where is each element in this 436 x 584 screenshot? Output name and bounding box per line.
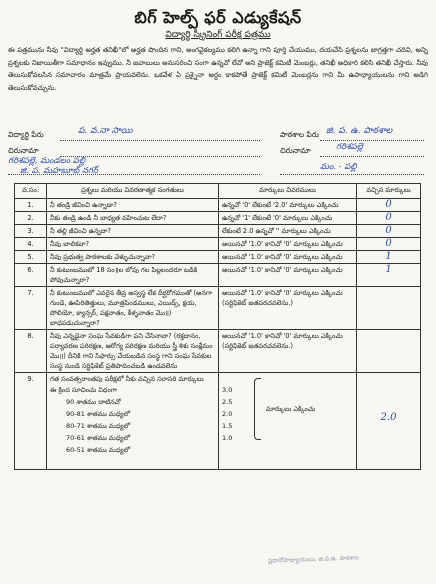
table-row (15, 287, 421, 330)
scale-range: 70-61 శాతము మధ్యలో (66, 434, 131, 442)
row-number: 1. (15, 199, 47, 212)
form-title: బిగ్ హెల్ప్ ఫర్ ఎడ్యుకేషన్ (134, 8, 302, 27)
school-address-label: చిరునామా (280, 146, 311, 155)
row-marks-rule: ఉన్నచో '0' లేకుంటే '2.0' మార్కులు ఎక్కించు (219, 199, 357, 212)
row-question: నీకు తండ్రి ఉండి నీ బాధ్యత వహించుట లేదా? (47, 212, 219, 225)
row-question-grade (47, 373, 219, 470)
score-scale (222, 374, 353, 468)
row-marks-rule: ఉన్నచో '1' లేకుంటే '0' మార్కులు ఎక్కించు (219, 212, 357, 225)
row-marks-rule: అయినచో '1.0' కానిచో '0' మార్కులు ఎక్కించు (219, 251, 357, 264)
student-address-value-1: గరిశపల్లె, మండలం పల్లి (8, 156, 86, 166)
scale-range: 90 శాతము దాటినచో (66, 398, 121, 406)
scale-score: 1.5 (222, 422, 233, 430)
row-question: నీవు ప్రభుత్వ పాఠశాలకు వెళ్ళుచున్నావా? (47, 251, 219, 264)
row-marks-rule: అయినచో '1.0' కానిచో '0' మార్కులు ఎక్కించు (సర్టిఫికెట్ జతపరచవలెను.) (219, 330, 357, 373)
school-name-label: పాఠశాల పేరు (280, 130, 319, 139)
row-marks-rule-grade (219, 373, 357, 470)
row-answer: 1 (357, 264, 421, 287)
scale-intro: ఈ క్రింద సూచించు విధంగా (50, 386, 117, 394)
headmaster-stamp: ప్రధానోపాధ్యాయులు, జి.ప.ఉ. పాఠశాల (267, 554, 359, 565)
row-question: గత సంవత్సరాంతపు పరీక్షలో నీకు వచ్చిన సరాసరి మార్కులు (50, 375, 204, 383)
table-row (15, 238, 421, 251)
row-answer (357, 330, 421, 373)
row-number: 5. (15, 251, 47, 264)
header-question: ప్రశ్నలు మరియు వివరణాత్మక సంగతులు (47, 184, 219, 199)
row-number: 7. (15, 287, 47, 330)
table-row (15, 373, 421, 470)
header-marks-details: మార్కులు వివరములు (219, 184, 357, 199)
row-question: నీ తండ్రి జీవించి ఉన్నాడా? (47, 199, 219, 212)
table-row (15, 330, 421, 373)
row-question: నీవు బాలికవా? (47, 238, 219, 251)
header-marks-obtained: వచ్చిన మార్కులు (357, 184, 421, 199)
table-header-row (15, 184, 421, 199)
student-address-value-2: జి. ప. మహబూబ్ నగర్ (20, 166, 98, 176)
instructions-paragraph: ఈ పత్రమును నీవు "విద్యార్థి అర్హత తనిఖీ"లో అర్హత పొందిన గాని, అంగవైకల్యము కలిగి ఉన్నా గాని పూర్తి చేయుము, దయచేసి ప్రశ్నలను జాగ్రత్తగా చదివి, అన్ని ప్రశ్నలకు నిజాయితీగా సమాధానం ఇవ్వుము. నీ జవాబులు అనుసరించి సంగా ఉన్నవో లేవో అని ప్రాజెక్ట్ కమిటీ మెంబర్లు, తనిఖీ అధికారి కలిసి తనిఖీ చేస్తారు. నీవు తెలుసుకోవలసిన సమాచారం మాత్రమే ప్రాయవలెను. ఒకవేళ ఏ ప్రశ్నైనా అర్థం కాకపోతే ప్రాజెక్ట్ కమిటీ మెంబర్లను గాని మీ ఉపాధ్యాయులను గాని అడిగి తెలుసుకోవచ్చును. (8, 46, 428, 92)
row-answer: 0 (357, 225, 421, 238)
table-row (15, 264, 421, 287)
scale-score: 3.0 (222, 386, 233, 394)
row-answer: 0 (357, 238, 421, 251)
row-marks-rule: లేకుంటే 2.0 ఉన్నచో '' మార్కులు ఎక్కించు (219, 225, 357, 238)
scale-range: 60-51 శాతము మధ్యలో (66, 446, 131, 454)
table-row (15, 212, 421, 225)
scale-score: 2.5 (222, 398, 233, 406)
row-marks-rule: అయినచో '1.0' కానిచో '0' మార్కులు ఎక్కించు (219, 238, 357, 251)
scale-score: 1.0 (222, 434, 233, 442)
row-marks-rule: అయినచో '1.0' కానిచో '0' మార్కులు ఎక్కించు (సర్టిఫికెట్ జతపరచవలెను.) (219, 287, 357, 330)
row-number: 2. (15, 212, 47, 225)
school-address-line-2 (280, 174, 424, 175)
school-address-value-2: మం. - పల్లి (320, 162, 357, 172)
school-address-line-1 (320, 156, 424, 157)
student-name-line (60, 140, 260, 141)
header-serial: వ.సం. (15, 184, 47, 199)
school-address-value-1: గరిశపల్లె (336, 142, 363, 152)
row-answer (357, 287, 421, 330)
scale-score: 2.0 (222, 410, 233, 418)
row-number: 4. (15, 238, 47, 251)
student-name-label: విద్యార్థి పేరు (8, 130, 44, 139)
form-subtitle: విద్యార్థి స్క్రీనింగ్ పరీక్ష పత్రము (165, 30, 271, 40)
school-name-line (320, 140, 424, 141)
row-question: నీ కుటుంబములో 18 సం॥ల లోపు గల పిల్లలందరూ బడికి పోవుచున్నారా? (47, 264, 219, 287)
screening-questions-table (14, 183, 421, 470)
scale-range: 80-71 శాతము మధ్యలో (66, 422, 131, 430)
row-question: నీవు ఎన్నడైనా సంఘ సేవకుడిగా పని చేసినావా? (రక్తదానం, పర్యావరణ పరిరక్షణ, ఆరోగ్య పరిరక్షణ మరియు స్త్రీ శిశు సంక్షేమం మొ॥) దీనికి గాని సిఫార్సు చేయబడిన సంస్థ గాని సంఘ సేవకుల సంస్థ నుండి సర్టిఫికెట్ ప్రతిపాదించబడి ఉండవలెను (47, 330, 219, 373)
student-address-line-1 (60, 156, 260, 157)
row-marks-rule: అయినచో '1.0' కానిచో '0' మార్కులు ఎక్కించు (219, 264, 357, 287)
student-address-label: చిరునామా (8, 146, 39, 155)
row-number: 8. (15, 330, 47, 373)
row-question: నీ కుటుంబములో ఎవరైన తీవ్ర అస్వస్థ లేక దీర్ఘరోగముతో (అనగా గుండె, ఊపిరితిత్తులు, మూత్రపిండములు, ఎయిడ్స్, క్షయ, పోలియో, క్యాన్సర్, పక్షవాతం, కీళ్ళవాతం మొ॥) బాధపడుచున్నారా? (47, 287, 219, 330)
brace-bracket (254, 378, 261, 440)
school-name-value: జి. ప. ఉ. పాఠశాల (326, 126, 393, 136)
row-marks-rule: మార్కులు ఎక్కించు (266, 405, 316, 413)
row-answer: 0 (357, 199, 421, 212)
scale-range: 90-81 శాతము మధ్యలో (66, 410, 131, 418)
row-question: నీ తల్లి జీవించి ఉన్నదా? (47, 225, 219, 238)
student-name-value: ప. వ.నా సాయి (78, 126, 133, 136)
row-number: 6. (15, 264, 47, 287)
row-answer: 0 (357, 212, 421, 225)
table-row (15, 251, 421, 264)
table-row (15, 199, 421, 212)
row-number: 3. (15, 225, 47, 238)
row-answer: 1 (357, 251, 421, 264)
table-row (15, 225, 421, 238)
row-answer: 2.0 (357, 373, 421, 470)
row-number: 9. (15, 373, 47, 470)
